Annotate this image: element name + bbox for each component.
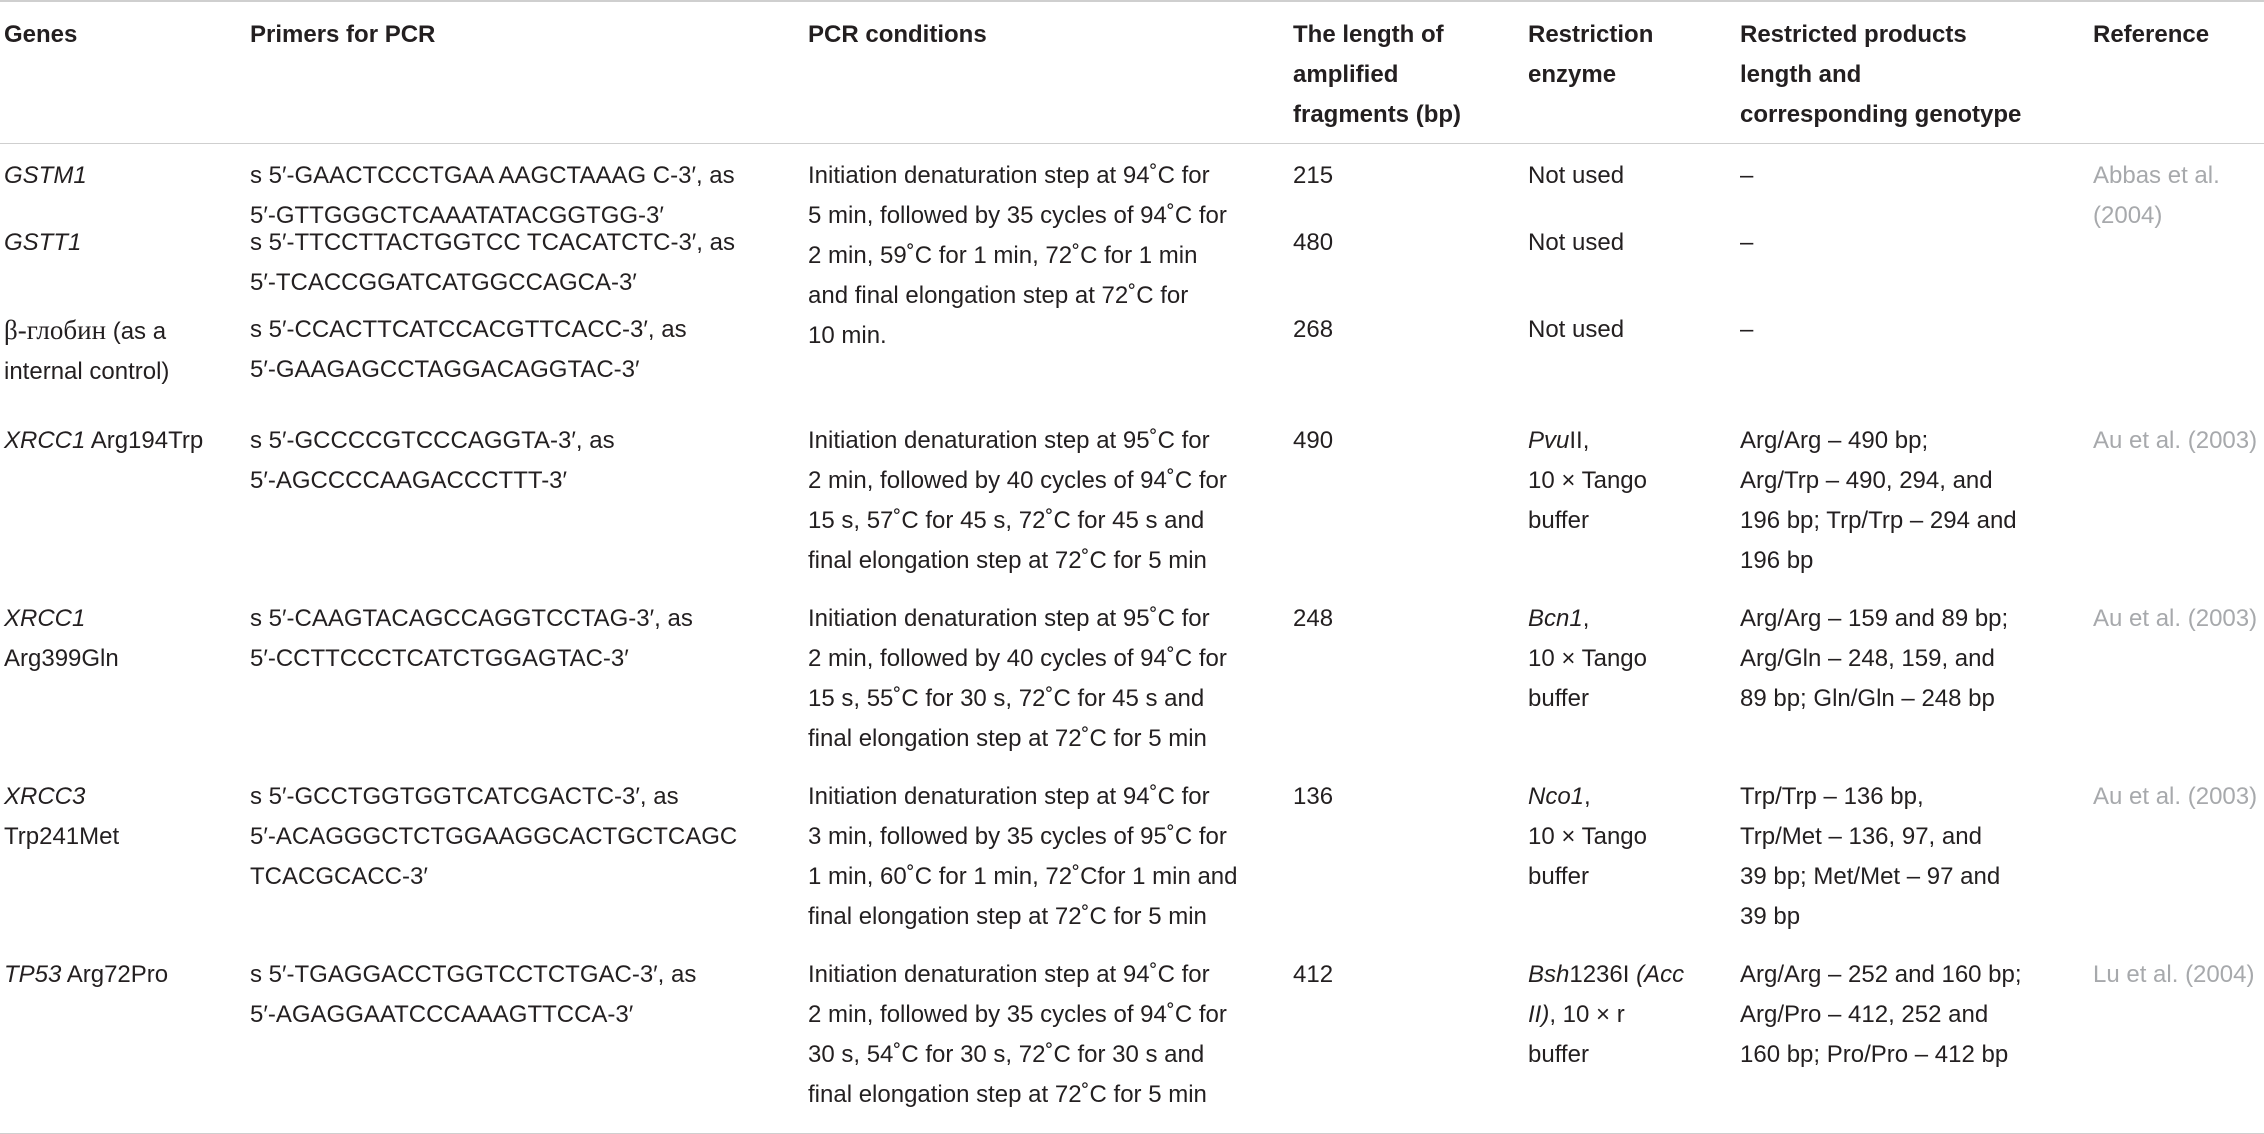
enzyme-cell: PvuII, 10 × Tango buffer: [1528, 427, 1648, 534]
length-cell: 480: [1293, 229, 1334, 256]
table-row: [0, 599, 2264, 777]
table-header: [0, 1, 2264, 144]
enzyme-cell: Nco1, 10 × Tango buffer: [1528, 783, 1648, 890]
conditions-cell: Initiation denaturation step at 94˚C for 3 min, followed by 35 cycles of 95˚C for 1 min, 60˚C for 1 min, 72˚Cfor 1 min and final elongation step at 72˚C for 5 min: [808, 783, 1238, 930]
length-cell: 490: [1293, 427, 1334, 454]
length-cell: 412: [1293, 955, 1528, 1133]
primer-cell: s 5′-CCACTTCATCCACGTTCACC-3′, as 5′-GAAGAGCCTAGGACAGGTAC-3′: [250, 316, 687, 383]
gene-cell: GSTM1: [4, 162, 87, 189]
products-cell: Arg/Arg – 159 and 89 bp; Arg/Gln – 248, 159, and 89 bp; Gln/Gln – 248 bp: [1740, 605, 2009, 712]
primer-cell: s 5′-GCCTGGTGGTCATCGACTC-3′, as 5′-ACAGGGCTCTGGAAGGCACTGCTCAGC TCACGCACC-3′: [250, 783, 738, 890]
gene-cell: XRCC1 Arg399Gln: [4, 605, 119, 672]
products-cell: Arg/Arg – 490 bp; Arg/Trp – 490, 294, and 196 bp; Trp/Trp – 294 and 196 bp: [1740, 427, 2017, 574]
products-cell: Trp/Trp – 136 bp, Trp/Met – 136, 97, and 39 bp; Met/Met – 97 and 39 bp: [1740, 783, 2001, 930]
primer-cell: s 5′-GAACTCCCTGAA AAGCTAAAG C-3′, as 5′-GTTGGGCTCAAATATACGGTGG-3′: [250, 162, 735, 229]
table-row: [0, 777, 2264, 955]
header-primers: Primers for PCR: [250, 1, 808, 144]
reference-cell: Au et al. (2003): [2093, 605, 2258, 632]
header-row: [0, 1, 2264, 144]
reference-cell: Au et al. (2003): [2093, 427, 2258, 454]
products-cell: –: [1740, 162, 1754, 189]
header-enzyme: Restriction enzyme: [1528, 1, 1740, 144]
length-cell: 248: [1293, 605, 1334, 632]
products-cell: –: [1740, 316, 1754, 343]
header-conditions: PCR conditions: [808, 1, 1293, 144]
enzyme-cell: Bcn1, 10 × Tango buffer: [1528, 605, 1648, 712]
table-row: [0, 955, 2264, 1133]
length-cell: 215: [1293, 162, 1334, 189]
conditions-cell: Initiation denaturation step at 95˚C for 2 min, followed by 40 cycles of 94˚C for 15 s, 57˚C for 45 s, 72˚C for 45 s and final elongation step at 72˚C for 5 min: [808, 427, 1227, 574]
conditions-cell: Initiation denaturation step at 95˚C for 2 min, followed by 40 cycles of 94˚C for 15 s, 55˚C for 30 s, 72˚C for 45 s and final elongation step at 72˚C for 5 min: [808, 605, 1227, 752]
products-cell: –: [1740, 229, 1754, 256]
reference-cell: Abbas et al. (2004): [2093, 162, 2220, 229]
conditions-cell: Initiation denaturation step at 94˚C for 5 min, followed by 35 cycles of 94˚C for 2 min, 59˚C for 1 min, 72˚C for 1 min and final elongation step at 72˚C for 10 min.: [808, 162, 1227, 349]
reference-cell: Lu et al. (2004): [2093, 955, 2264, 1133]
length-cell: 136: [1293, 783, 1334, 810]
reference-cell: [2093, 323, 2264, 421]
primer-cell: s 5′-TTCCTTACTGGTCC TCACATCTC-3′, as 5′-TCACCGGATCATGGCCAGCA-3′: [250, 229, 735, 296]
enzyme-cell: Not used: [1528, 316, 1625, 343]
gene-cell: XRCC1 Arg194Trp: [4, 427, 204, 454]
gene-cell: TP53 Arg72Pro: [0, 955, 250, 1133]
table-row: [0, 421, 2264, 599]
header-reference: Reference: [2093, 1, 2264, 144]
length-cell: 268: [1293, 316, 1334, 343]
enzyme-cell: Not used: [1528, 229, 1625, 256]
primer-cell: s 5′-TGAGGACCTGGTCCTCTGAC-3′, as 5′-AGAGGAATCCCAAAGTTCCA-3′: [250, 955, 808, 1133]
header-genes: Genes: [0, 1, 250, 144]
gene-cell: XRCC3 Trp241Met: [4, 783, 120, 850]
reference-cell: Au et al. (2003): [2093, 783, 2258, 810]
products-cell: Arg/Arg – 252 and 160 bp; Arg/Pro – 412, 252 and 160 bp; Pro/Pro – 412 bp: [1740, 955, 2093, 1133]
conditions-cell: Initiation denaturation step at 94˚C for 2 min, followed by 35 cycles of 94˚C for 30 s, 54˚C for 30 s, 72˚C for 30 s and final elongation step at 72˚C for 5 min: [808, 955, 1293, 1133]
primer-cell: s 5′-CAAGTACAGCCAGGTCCTAG-3′, as 5′-CCTTCCCTCATCTGGAGTAC-3′: [250, 605, 693, 672]
gene-cell: GSTT1: [4, 229, 82, 256]
gene-cell: β-глобин (as a internal control): [4, 315, 170, 385]
reference-cell: [2093, 236, 2264, 323]
enzyme-cell: Bsh1236I (Acc II), 10 × r buffer: [1528, 955, 1740, 1133]
header-products: Restricted products length and corresponding genotype: [1740, 1, 2093, 144]
table-body: [0, 144, 2264, 1134]
primer-cell: s 5′-GCCCCGTCCCAGGTA-3′, as 5′-AGCCCCAAGACCCTTT-3′: [250, 427, 615, 494]
header-length: The length of amplified fragments (bp): [1293, 1, 1528, 144]
enzyme-cell: Not used: [1528, 162, 1625, 189]
